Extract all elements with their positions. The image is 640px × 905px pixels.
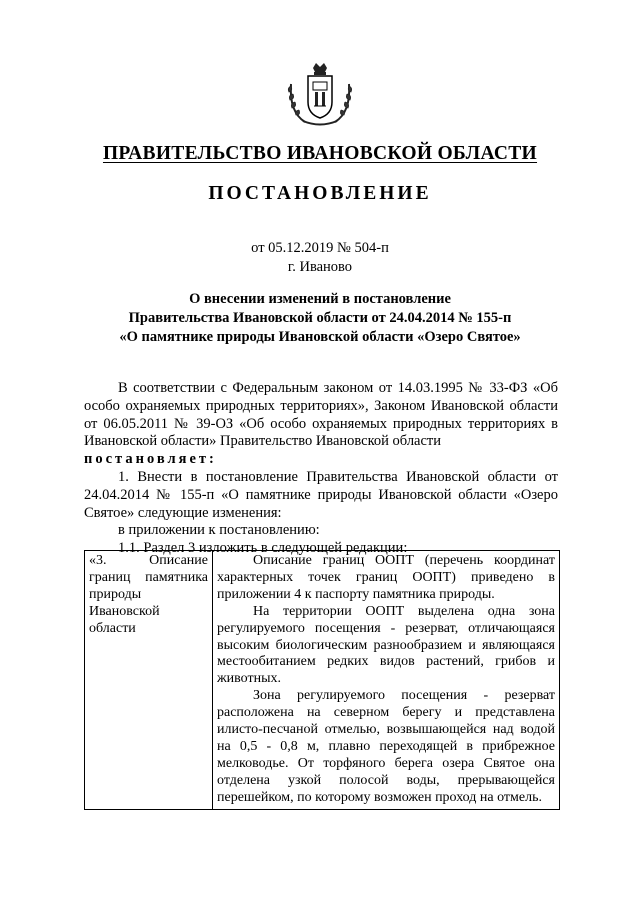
section-3-table <box>84 550 560 810</box>
content-paragraph: На территории ООПТ выделена одна зона регулируемого посещения - резерват, отличающаяся высоким биологическим разнообразием и являющаяся местообитанием редких видов растений, грибов и животных. <box>217 603 555 687</box>
item-1-paragraph: 1. Внести в постановление Правительства Ивановской области от 24.04.2014 № 155-п «О памятнике природы Ивановской области «Озеро Святое» следующие изменения: <box>84 468 558 521</box>
content-paragraph: Зона регулируемого посещения - резерват расположена на северном берегу и представлена илисто-песчаной отмелью, возвышающейся над водой на 0,5 - 0,8 м, плавно переходящей в прибрежное мелководье. От торфяного берега озера Святое она отделена узкой полосой воды, прерывающейся перешейком, по которому возможен проход на отмель. <box>217 688 555 805</box>
document-city: г. Иваново <box>287 259 353 275</box>
content-paragraph: Описание границ ООПТ (перечень координат характерных точек границ ООПТ) приведено в приложении 4 к паспорту памятника природы. <box>217 553 555 602</box>
government-title: ПРАВИТЕЛЬСТВО ИВАНОВСКОЙ ОБЛАСТИ <box>102 143 538 164</box>
coat-of-arms-icon <box>283 62 357 126</box>
item-1-1-line: 1.1. Раздел 3 изложить в следующей редакции: <box>118 540 408 557</box>
subject-line: О внесении изменений в постановление <box>189 291 451 307</box>
section-label-text: «3. Описание границ памятника природы Ивановской области <box>89 553 208 636</box>
document-subject <box>0 290 640 347</box>
preamble-paragraph: В соответствии с Федеральным законом от 14.03.1995 № 33-ФЗ «Об особо охраняемых природных территориях», Законом Ивановской области от 06.05.2011 № 39-ОЗ «Об особо охраняемых природных территориях в Ивановской области» Правительство Ивановской области <box>84 380 558 450</box>
resolves-word: постановляет: <box>84 451 217 468</box>
appendix-line: в приложении к постановлению: <box>118 522 320 539</box>
document-type: ПОСТАНОВЛЕНИЕ <box>208 183 432 204</box>
table-row <box>85 551 560 810</box>
document-body <box>84 380 558 558</box>
subject-line: Правительства Ивановской области от 24.04.2014 № 155-п <box>128 310 512 326</box>
section-content-cell <box>213 551 560 810</box>
document-date-number: от 05.12.2019 № 504-п <box>251 240 389 256</box>
section-label-cell <box>85 551 213 810</box>
subject-line: «О памятнике природы Ивановской области «Озеро Святое» <box>119 329 521 345</box>
